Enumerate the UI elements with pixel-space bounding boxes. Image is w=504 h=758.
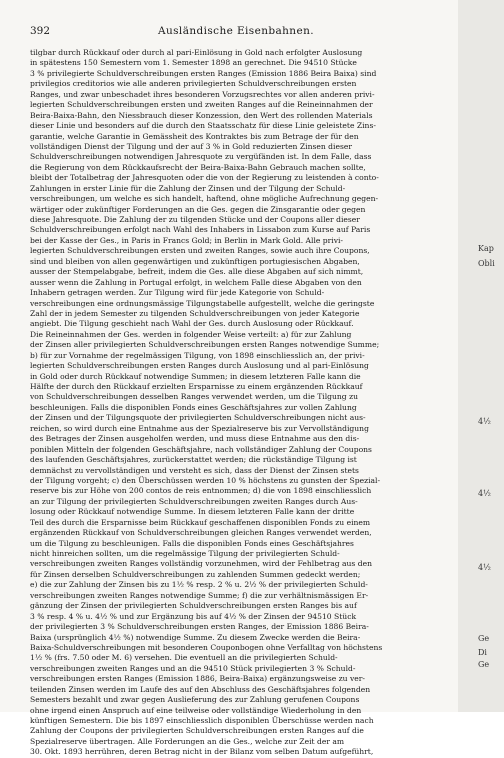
text-line: vollständigen Dienst der Tilgung und der auf 3 % in Gold reduzierten Zinsen dieser (30, 141, 352, 151)
text-line: des laufenden Geschäftsjahres, zurückerstattet werden; die rückständige Tilgung ist (30, 455, 357, 465)
text-line: verschreibungen zweiten Ranges vollständig vorzunehmen, wird der Fehlbetrag aus den (30, 559, 372, 569)
text-line: diese Jahresquote. Die Zahlung der zu tilgenden Stücke und der Coupons aller dieser (30, 215, 360, 224)
text-line: e) die zur Zahlung der Zinsen bis zu 1½ % resp. 2 % u. 2½ % der privilegierten Schuld- (30, 580, 368, 590)
text-line: 3 % resp. 4 % u. 4½ % und zur Ergänzung bis auf 4½ % der Zinsen der 94510 Stück (30, 611, 357, 621)
text-line: ausser wenn die Zahlung in Portugal erfolgt, in welchem Falle diese Abgaben von den (30, 277, 362, 287)
text-line: poniblen Mitteln der folgenden Geschäftsjahre, nach vollständiger Zahlung der Coupons (30, 444, 372, 454)
text-line: verschreibungen zweiten Ranges notwendige Summe; f) die zur verhältnismässigen Er- (30, 590, 369, 600)
text-line: nicht hinreichen sollten, um die regelmässige Tilgung der privilegierten Schuld- (30, 549, 340, 558)
adjacent-page-edge (458, 0, 504, 712)
margin-note: Ge (478, 634, 490, 643)
text-line: ergänzenden Rückkauf von Schuldverschreibungen gleichen Ranges verwendet werden, (30, 528, 372, 538)
running-title: Ausländische Eisenbahnen. (158, 25, 314, 37)
text-line: Beira-Baixa-Bahn, den Niessbrauch dieser Konzession, den Wert des rollenden Materials (30, 110, 373, 120)
text-line: losung oder Rückkauf notwendige Summe. In diesem letzteren Falle kann der dritte (30, 507, 355, 517)
text-line: von Schuldverschreibungen desselben Ranges verwendet werden, um die Tilgung zu (30, 392, 358, 402)
margin-note: 4½ (478, 563, 491, 572)
text-line: reserve bis zur Höhe von 200 contos de reis entnommen; d) die von 1898 einschliesslich (30, 486, 372, 496)
body-paragraph (30, 48, 442, 758)
page-number: 392 (30, 25, 51, 37)
margin-note: 4½ (478, 417, 491, 426)
text-line: legierten Schuldverschreibungen ersten und zweiten Ranges, sowie auch ihre Coupons, (30, 246, 370, 256)
text-line: Schuldverschreibungen erfolgt nach Wahl des Inhabers in Lissabon zum Kurse auf Paris (30, 225, 371, 235)
text-line: bei der Kasse der Ges., in Paris in Francs Gold; in Berlin in Mark Gold. Alle privi- (30, 235, 343, 245)
text-line: der privilegierten 3 % Schuldverschreibungen ersten Ranges, der Emission 1886 Beira- (30, 622, 369, 632)
text-line: die Regierung von dem Rückkaufsrecht der Beira-Baixa-Bahn Gebrauch machen sollte, (30, 162, 366, 172)
text-line: Inhabern getragen werden. Zur Tilgung wird für jede Kategorie von Schuld- (30, 288, 325, 298)
text-line: Ranges, und zwar unbeschadet ihres besonderen Vorzugsrechtes vor allen anderen privi- (30, 89, 375, 99)
text-line: Die Reineinnahmen der Ges. werden in folgender Weise verteilt: a) für zur Zahlung (30, 329, 352, 339)
text-line: ohne irgend einen Anspruch auf eine teilweise oder vollständige Wiederholung in den (30, 705, 362, 715)
text-line: sind und bleiben von allen gegenwärtigen und zukünftigen portugiesischen Abgaben, (30, 256, 360, 266)
text-line: garantie, welche Garantie in Gemässheit des Kontraktes bis zum Betrage der für den (30, 131, 359, 141)
text-line: in Gold oder durch Rückkauf notwendige Summen; in diesem letzteren Falle kann die (30, 371, 361, 381)
text-line: der Zinsen aller privilegierten Schuldverschreibungen ersten Ranges notwendige Summe; (30, 340, 380, 350)
text-line: legierten Schuldverschreibungen ersten Ranges durch Auslosung und al pari-Einlösung (30, 361, 369, 371)
text-line: 3 % privilegierte Schuldverschreibungen ersten Ranges (Emission 1886 Beira Baixa) sind (30, 68, 377, 78)
margin-note: Ge (478, 660, 490, 669)
text-line: Schuldverschreibungen notwendigen Jahresquote zu vergüfänden ist. In dem Falle, dass (30, 152, 372, 162)
text-line: teilenden Zinsen werden im Laufe des auf den Abschluss des Geschäftsjahres folgenden (30, 684, 371, 694)
text-line: Spezialreserve übertragen. Alle Forderungen an die Ges., welche zur Zeit der am (30, 736, 345, 746)
text-line: bleibt der Totalbetrag der Jahresquoten oder die von der Regierung zu leistenden à conto- (30, 173, 379, 183)
text-line: verschreibungen eine ordnungsmässige Tilgungstabelle aufgestellt, welche die geringste (30, 298, 375, 308)
text-line: ausser der Stempelabgabe, befreit, indem die Ges. alle diese Abgaben auf sich nimmt, (30, 267, 364, 277)
text-line: gänzung der Zinsen der privilegierten Schuldverschreibungen ersten Ranges bis auf (30, 601, 357, 611)
text-line: Hälfte der durch den Rückkauf erzielten Ersparnisse zu einem ergänzenden Rückkauf (30, 382, 363, 391)
page-header (30, 24, 442, 38)
text-line: b) für zur Vornahme der regelmässigen Tilgung, von 1898 einschliesslich an, der privi- (30, 350, 365, 360)
text-line: Teil des durch die Ersparnisse beim Rückkauf geschaffenen disponiblen Fonds zu einem (30, 517, 371, 527)
text-line: der Tilgung vorgeht; c) den Überschüssen werden 10 % höchstens zu gunsten der Spezial- (30, 475, 381, 485)
margin-note: Di (478, 648, 487, 657)
text-line: verschreibungen, um welche es sich handelt, haftend, ohne mögliche Aufrechnung gegen- (30, 194, 379, 204)
text-line: legierten Schuldverschreibungen ersten und zweiten Ranges auf die Reineinnahmen der (30, 100, 373, 110)
text-line: reichen, so wird durch eine Entnahme aus der Spezialreserve bis zur Vervollständigung (30, 423, 369, 433)
text-line: angiebt. Die Tilgung geschieht nach Wahl der Ges. durch Auslosung oder Rückkauf. (30, 319, 354, 329)
text-line: Zahlungen in erster Linie für die Zahlung der Zinsen und der Tilgung der Schuld- (30, 183, 346, 193)
margin-note: Obli (478, 259, 495, 268)
text-line: wärtiger oder zukünftiger Forderungen an die Ges. gegen die Zinsgarantie oder gegen (30, 204, 366, 214)
text-line: des Betrages der Zinsen ausgeholfen werden, und muss diese Entnahme aus den dis- (30, 434, 360, 444)
text-line: dieser Linie und besonders auf die durch den Staatsschatz für diese Linie geleistete Zins- (30, 121, 376, 131)
text-line: Baixa (ursprünglich 4½ %) notwendige Summe. Zu diesem Zwecke werden die Beira- (30, 632, 361, 642)
text-line: Semesters bezahlt und zwar gegen Auslieferung des zur Zahlung gerufenen Coupons (30, 695, 360, 705)
text-line: verschreibungen zweiten Ranges und an die 94510 Stück privilegierten 3 % Schuld- (30, 663, 356, 673)
text-line: an zur Tilgung der privilegierten Schuldverschreibungen zweiten Ranges durch Aus- (30, 496, 358, 506)
text-line: verschreibungen ersten Ranges (Emission 1886, Beira-Baixa) ergänzungsweise zu ver- (30, 674, 365, 684)
text-line: in spätestens 150 Semestern vom 1. Semester 1898 an gerechnet. Die 94510 Stücke (30, 58, 357, 68)
text-line: tilgbar durch Rückkauf oder durch al pari-Einlösung in Gold nach erfolgter Auslosung (30, 48, 363, 57)
text-line: der Zinsen und der Tilgungsquote der privilegierten Schuldverschreibungen nicht aus- (30, 413, 366, 423)
text-line: demnächst zu vervollständigen und versteht es sich, dass der Dienst der Zinsen stets (30, 465, 359, 475)
text-line: privilegios creditorios wie alle anderen privilegierten Schuldverschreibungen ersten (30, 79, 357, 89)
text-line: 30. Okt. 1893 herrühren, deren Betrag nicht in der Bilanz vom selben Datum aufgeführt, (30, 747, 374, 757)
text-line: künftigen Semestern. Die bis 1897 einschliesslich disponiblen Überschüsse werden nach (30, 716, 374, 725)
text-line: um die Tilgung zu beschleunigen. Falls die disponiblen Fonds eines Geschäftsjahres (30, 538, 354, 548)
text-line: Baixa-Schuldverschreibungen mit besonderen Couponbogen ohne Verfalltag von höchstens (30, 642, 383, 652)
text-line: Zahlung der Coupons der privilegierten Schuldverschreibungen ersten Ranges auf die (30, 726, 364, 736)
text-line: beschleunigen. Falls die disponiblen Fonds eines Geschäftsjahres zur vollen Zahlung (30, 402, 357, 412)
margin-note: Kap (478, 244, 494, 253)
margin-note: 4½ (478, 489, 491, 498)
text-line: Zahl der in jedem Semester zu tilgenden Schuldverschreibungen von jeder Kategorie (30, 308, 360, 318)
text-line: 1½ % (frs. 7.50 oder M. 6) versehen. Die eventuell an die privilegierten Schuld- (30, 653, 338, 663)
text-line: für Zinsen derselben Schuldverschreibungen zu zahlenden Summen gedeckt werden; (30, 569, 361, 579)
